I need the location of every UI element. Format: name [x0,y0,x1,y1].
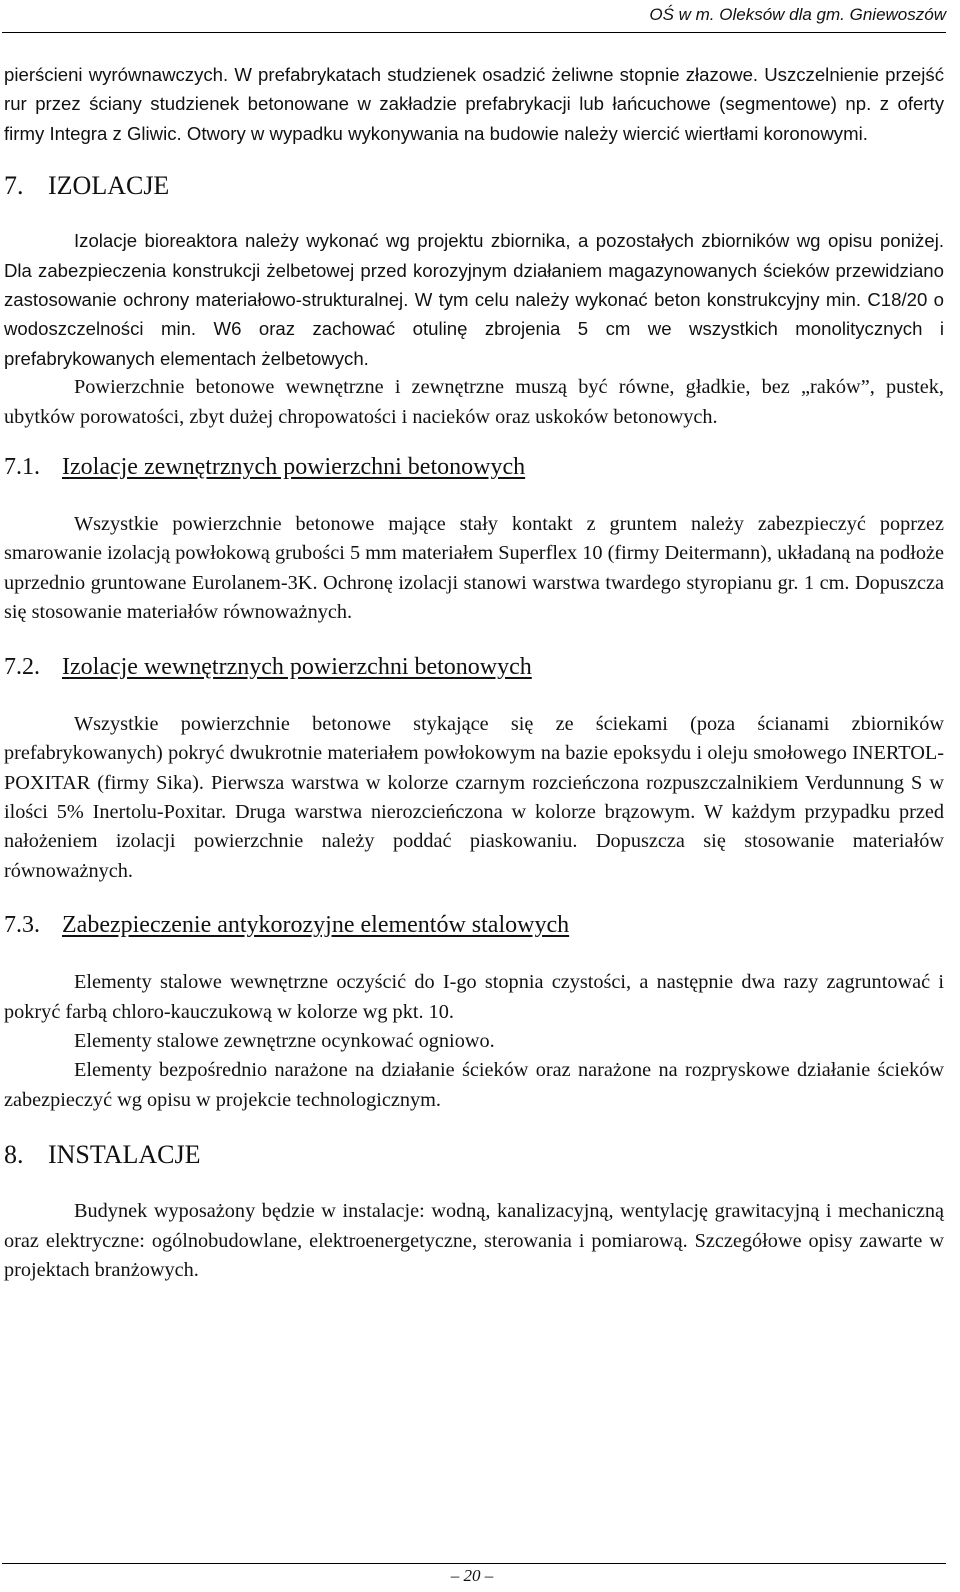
section-title: Zabezpieczenie antykorozyjne elementów stalowych [62,912,570,939]
section-8-heading [4,1139,944,1171]
section-title: IZOLACJE [48,171,170,201]
section-7-3-paragraph-3: Elementy bezpośrednio narażone na działanie ścieków oraz narażone na rozpryskowe działanie ścieków zabezpieczyć wg opisu w projekcie technologicznym. [4,1059,944,1111]
section-number: 7.3. [4,912,40,939]
section-7-3-heading [4,910,944,940]
section-7-heading [4,170,944,202]
section-7-paragraph-1: Izolacje bioreaktora należy wykonać wg projektu zbiornika, a pozostałych zbiorników wg opisu poniżej. Dla zabezpieczenia konstrukcji żelbetowej przed korozyjnym działaniem magazynowanych ścieków przewidziano zastosowanie ochrony materiałowo-strukturalnej. W tym celu należy wykonać beton konstrukcyjny min. C18/20 o wodoszczelności min. W6 oraz zachować otulinę zbrojenia 5 cm we wszystkich monolitycznych i prefabrykowanych elementach żelbetowych. [4,230,944,369]
section-number: 8. [4,1140,24,1170]
section-7-3-paragraph-2: Elementy stalowe zewnętrzne ocynkować ogniowo. [74,1029,495,1052]
section-7-2-heading [4,652,944,682]
page-number: – 20 – [450,1566,494,1585]
section-title: Izolacje wewnętrznych powierzchni betonowych [62,653,532,680]
section-title: INSTALACJE [48,1140,201,1170]
section-7-paragraph-2: Powierzchnie betonowe wewnętrzne i zewnętrzne muszą być równe, gładkie, bez „raków”, pustek, ubytków porowatości, zbyt dużej chropowatości i nacieków oraz uskoków betonowych. [4,376,944,428]
section-title: Izolacje zewnętrznych powierzchni betonowych [62,454,526,481]
section-7-1-heading [4,452,944,482]
header-divider [2,32,946,33]
section-7-3-paragraph-1: Elementy stalowe wewnętrzne oczyścić do I-go stopnia czystości, a następnie dwa razy zagruntować i pokryć farbą chloro-kauczukową w kolorze wg pkt. 10. [4,971,944,1023]
section-number: 7.1. [4,454,40,481]
intro-paragraph: pierścieni wyrównawczych. W prefabrykatach studzienek osadzić żeliwne stopnie złazowe. Uszczelnienie przejść rur przez ściany studzienek betonowane w zakładzie prefabrykacji lub łańcuchowe (segmentowe) np. z oferty firmy Integra z Gliwic. Otwory w wypadku wykonywania na budowie należy wiercić wiertłami koronowymi. [4,64,944,144]
section-number: 7. [4,171,24,201]
running-header: OŚ w m. Oleksów dla gm. Gniewoszów [649,5,946,24]
page-body [4,60,944,1285]
footer-divider [2,1563,946,1564]
section-7-2-paragraph: Wszystkie powierzchnie betonowe stykające się ze ściekami (poza ścianami zbiorników prefabrykowanych) pokryć dwukrotnie materiałem powłokowym na bazie epoksydu i oleju smołowego INERTOL-POXITAR (firmy Sika). Pierwsza warstwa w kolorze czarnym rozcieńczona rozpuszczalnikiem Verdunnung S w ilości 5% Inertolu-Poxitar. Druga warstwa nierozcieńczona w kolorze brązowym. W każdym przypadku przed nałożeniem izolacji powierzchnie należy poddać piaskowaniu. Dopuszcza się stosowanie materiałów równoważnych. [4,712,944,882]
section-7-1-paragraph: Wszystkie powierzchnie betonowe mające stały kontakt z gruntem należy zabezpieczyć poprzez smarowanie izolacją powłokową grubości 5 mm materiałem Superflex 10 (firmy Deitermann), układaną na podłoże uprzednio gruntowane Eurolanem-3K. Ochronę izolacji stanowi warstwa twardego styropianu gr. 1 cm. Dopuszcza się stosowanie materiałów równoważnych. [4,513,944,624]
section-number: 7.2. [4,653,40,680]
section-8-paragraph: Budynek wyposażony będzie w instalacje: wodną, kanalizacyjną, wentylację grawitacyjną i mechaniczną oraz elektryczne: ogólnobudowlane, elektroenergetyczne, sterowania i pomiarową. Szczegółowe opisy zawarte w projektach branżowych. [4,1200,944,1281]
